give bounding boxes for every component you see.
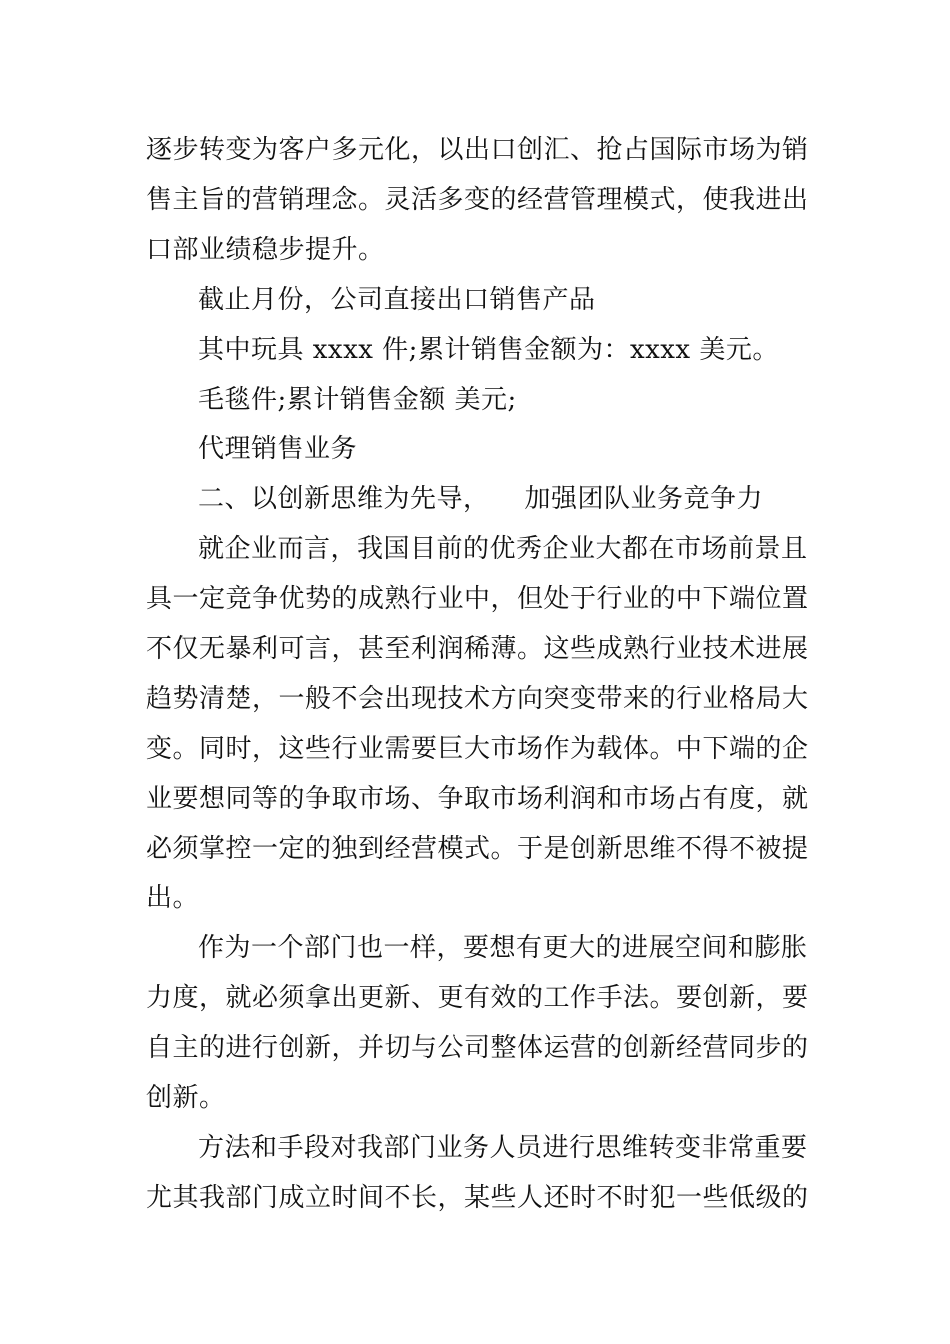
text-line: 截止月份，公司直接出口销售产品: [198, 285, 596, 315]
text-line: 就企业而言，我国目前的优秀企业大都在市场前景且: [198, 534, 808, 564]
text-line: 尤其我部门成立时间不长，某些人还时不时犯一些低级的: [146, 1183, 809, 1213]
text-line: 自主的进行创新，并切与公司整体运营的创新经营同步的: [146, 1033, 809, 1063]
text-line: 逐步转变为客户多元化，以出口创汇、抢占国际市场为销: [146, 135, 809, 165]
section-heading: 二、以创新思维为先导， 加强团队业务竞争力: [198, 484, 764, 514]
text-line: 变。同时，这些行业需要巨大市场作为载体。中下端的企: [146, 734, 809, 764]
text-line: 毛毯件;累计销售金额 美元;: [198, 385, 517, 415]
text-line: 方法和手段对我部门业务人员进行思维转变非常重要: [198, 1133, 808, 1163]
text-line: 创新。: [146, 1083, 226, 1113]
text-line: 口部业绩稳步提升。: [146, 235, 385, 265]
text-line: 业要想同等的争取市场、争取市场利润和市场占有度，就: [146, 784, 809, 814]
text-line: 作为一个部门也一样，要想有更大的进展空间和膨胀: [198, 933, 808, 963]
text-line: 售主旨的营销理念。灵活多变的经营管理模式，使我进出: [146, 185, 809, 215]
text-line: 代理销售业务: [198, 434, 358, 464]
text-line: 趋势清楚，一般不会出现技术方向突变带来的行业格局大: [146, 684, 809, 714]
text-line: 必须掌控一定的独到经营模式。于是创新思维不得不被提: [146, 834, 809, 864]
text-line: 其中玩具 xxxx 件;累计销售金额为：xxxx 美元。: [198, 335, 779, 365]
text-line: 力度，就必须拿出更新、更有效的工作手法。要创新，要: [146, 983, 809, 1013]
text-line: 不仅无暴利可言，甚至利润稀薄。这些成熟行业技术进展: [146, 634, 809, 664]
text-line: 具一定竞争优势的成熟行业中，但处于行业的中下端位置: [146, 584, 809, 614]
text-line: 出。: [146, 883, 200, 913]
